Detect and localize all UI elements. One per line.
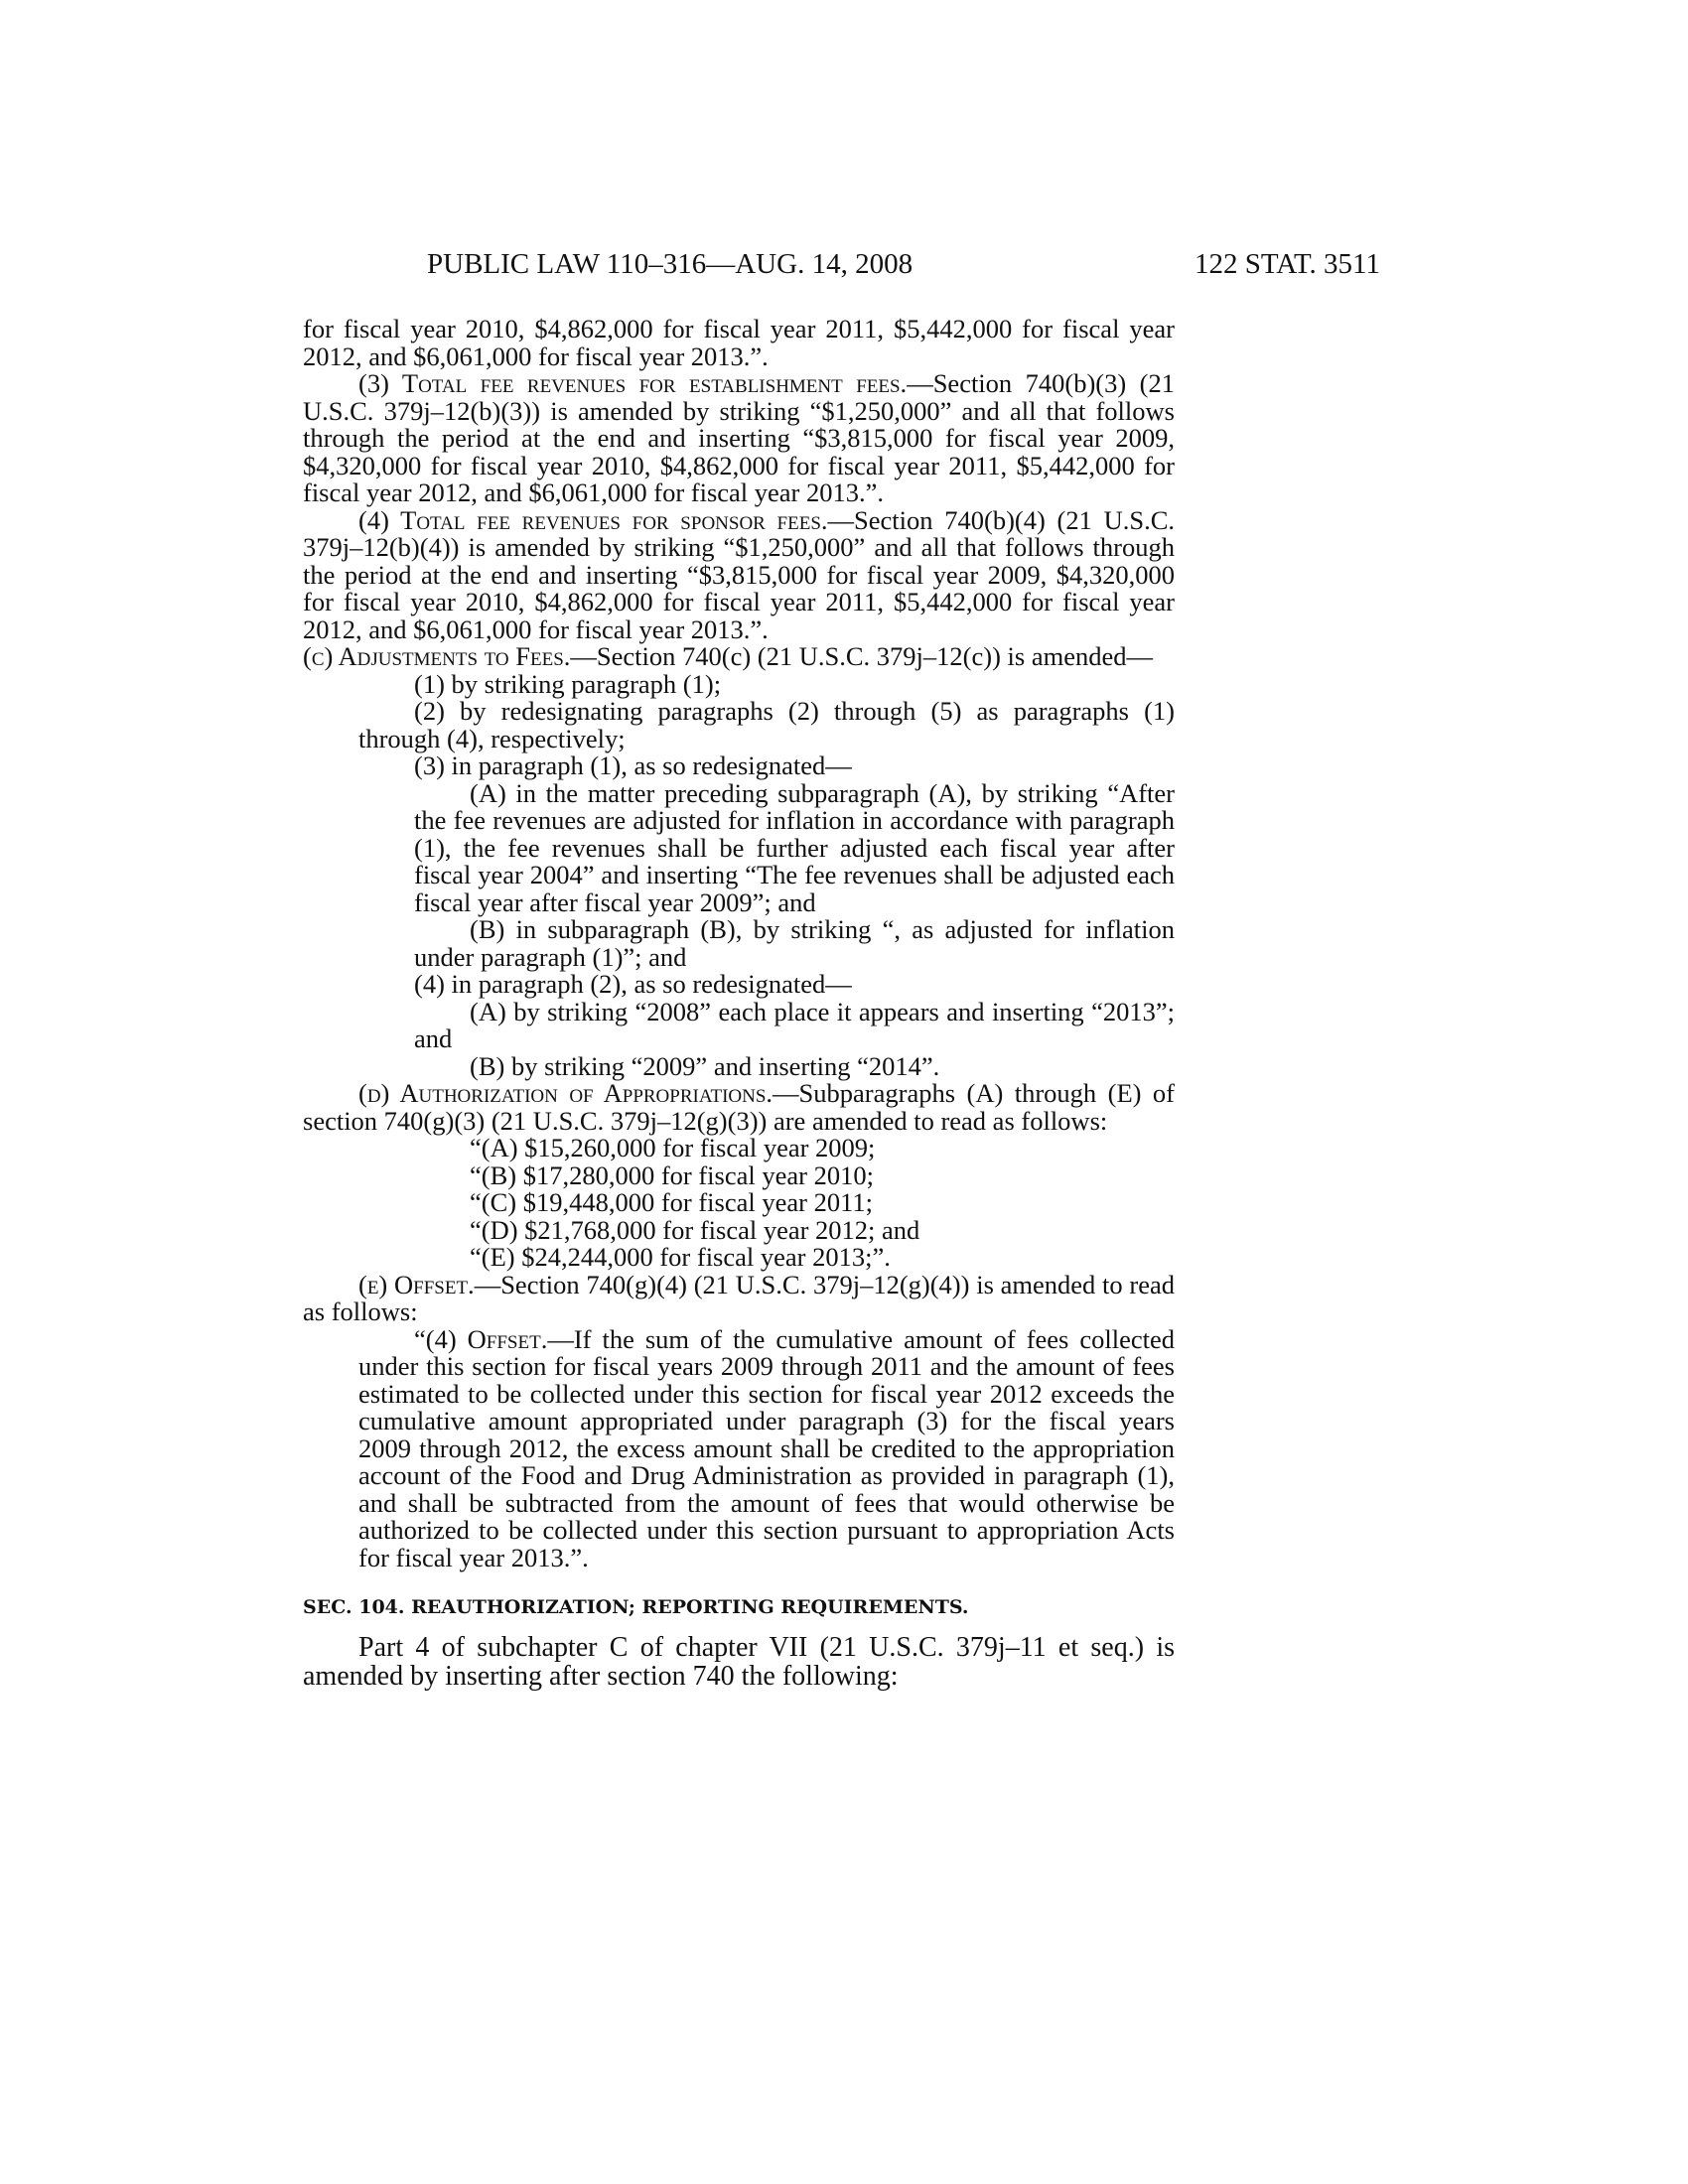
public-law-title: PUBLIC LAW 110–316—AUG. 14, 2008 <box>427 248 914 280</box>
paragraph-continuation: for fiscal year 2010, $4,862,000 for fiscal year 2011, $5,442,000 for fiscal year 2012, and $6,061,000 for fiscal year 2013.”. <box>303 314 1175 371</box>
list-item: (2) by redesignating paragraphs (2) through (5) as paragraphs (1) through (4), respectively; <box>358 696 1175 753</box>
paragraph-heading: (4) Total fee revenues for sponsor fees. <box>358 504 828 535</box>
list-item: (3) in paragraph (1), as so redesignated— <box>414 751 852 780</box>
list-subitem: (B) in subparagraph (B), by striking “, as adjusted for inflation under paragraph (1)”; and <box>414 914 1175 972</box>
paragraph-establishment-fees <box>303 370 1175 507</box>
list-item: (4) in paragraph (2), as so redesignated— <box>414 969 852 999</box>
subsection-text: —Section 740(c) (21 U.S.C. 379j–12(c)) is amended— <box>570 641 1153 671</box>
list-subitem: (A) by striking “2008” each place it appears and inserting “2013”; and <box>414 996 1175 1053</box>
subsection-heading: (c) Adjustments to Fees. <box>303 641 571 671</box>
subsection-c <box>247 643 1175 671</box>
paragraph-text: —Section 740(b)(3) (21 U.S.C. 379j–12(b)(3)) is amended by striking “$1,250,000” and all that follows through the period at the end and inserting “$3,815,000 for fiscal year 2009, $4,320,000 for fiscal year 2010, $4,862,000 for fiscal year 2011, $5,442,000 for fiscal year 2012, and $6,061,000 for fiscal year 2013.”. <box>303 368 1175 507</box>
subsection-text: —Subparagraphs (A) through (E) of section 740(g)(3) (21 U.S.C. 379j–12(g)(3)) are amended to read as follows: <box>303 1078 1176 1136</box>
paragraph-text: —If the sum of the cumulative amount of fees collected under this section for fiscal years 2009 through 2011 and the amount of fees estimated to be collected under this section for fiscal year 2012 exceeds the cumulative amount appropriated under paragraph (3) for the fiscal years 2009 through 2012, the excess amount shall be credited to the appropriation account of the Food and Drug Administration as provided in paragraph (1), and shall be subtracted from the amount of fees that would otherwise be authorized to be collected under this section pursuant to appropriation Acts for fiscal year 2013.”. <box>358 1323 1175 1572</box>
list-subitem: (A) in the matter preceding subparagraph (A), by striking “After the fee revenues are adjusted for inflation in accordance with paragraph (1), the fee revenues shall be further adjusted each fiscal year after fiscal year 2004” and inserting “The fee revenues shall be adjusted each fiscal year after fiscal year 2009”; and <box>414 777 1175 917</box>
paragraph-heading: (3) Total fee revenues for establishment fees. <box>358 368 908 398</box>
section-heading: SEC. 104. REAUTHORIZATION; REPORTING REQUIREMENTS. <box>303 1596 969 1618</box>
subsection-heading: (d) Authorization of Appropriations. <box>358 1078 774 1108</box>
subsection-text: —Section 740(g)(4) (21 U.S.C. 379j–12(g)(4)) is amended to read as follows: <box>303 1269 1175 1326</box>
paragraph-heading: “(4) Offset. <box>414 1323 548 1354</box>
subsection-heading: (e) Offset. <box>358 1269 475 1299</box>
paragraph-sponsor-fees <box>303 504 1175 644</box>
quoted-item: “(E) $24,244,000 for fiscal year 2013;”. <box>470 1242 891 1272</box>
document-body <box>303 316 1175 1691</box>
subsection-e <box>303 1269 1175 1326</box>
quoted-item: “(D) $21,768,000 for fiscal year 2012; and <box>470 1214 920 1245</box>
list-item: (1) by striking paragraph (1); <box>414 668 722 699</box>
quoted-offset-paragraph <box>358 1323 1175 1572</box>
section-paragraph: Part 4 of subchapter C of chapter VII (21 U.S.C. 379j–11 et seq.) is amended by inserting after section 740 the following: <box>303 1632 1175 1692</box>
quoted-item: “(A) $15,260,000 for fiscal year 2009; <box>470 1133 876 1162</box>
statute-page-number: 122 STAT. 3511 <box>1195 248 1380 280</box>
paragraph-text: —Section 740(b)(4) (21 U.S.C. 379j–12(b)(4)) is amended by striking “$1,250,000” and all that follows through the period at the end and inserting “$3,815,000 for fiscal year 2009, $4,320,000 for fiscal year 2010, $4,862,000 for fiscal year 2011, $5,442,000 for fiscal year 2012, and $6,061,000 for fiscal year 2013.”. <box>303 504 1175 644</box>
subsection-d <box>303 1080 1175 1135</box>
quoted-item: “(C) $19,448,000 for fiscal year 2011; <box>470 1187 873 1217</box>
quoted-item: “(B) $17,280,000 for fiscal year 2010; <box>470 1160 874 1190</box>
list-subitem: (B) by striking “2009” and inserting “2014”. <box>470 1050 940 1081</box>
